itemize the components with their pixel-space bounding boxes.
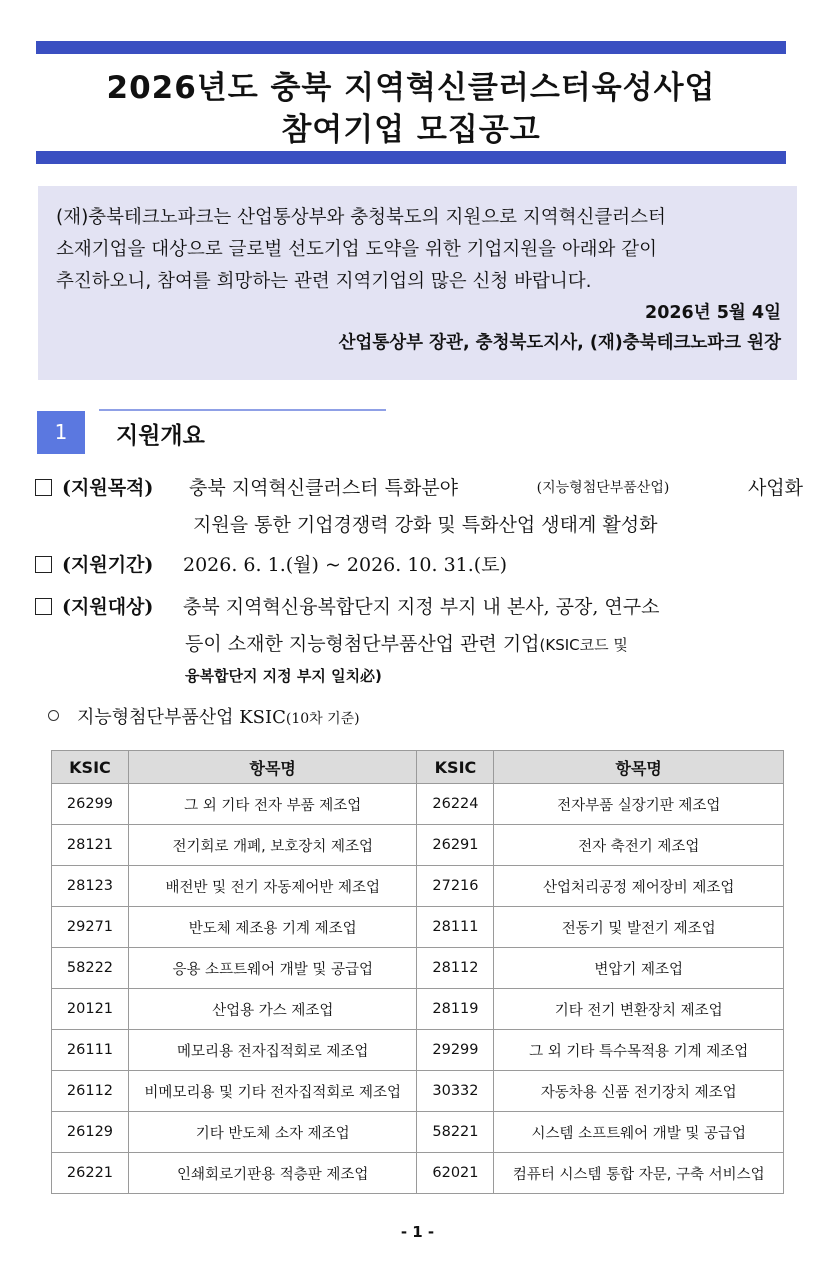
- ksic-code-cell: 28121: [52, 825, 129, 866]
- ksic-code-cell: 58222: [52, 948, 129, 989]
- announcement-signature: 산업통상부 장관, 충청북도지사, (재)충북테크노파크 원장: [338, 333, 781, 353]
- page-title-line2: 참여기업 모집공고: [281, 112, 541, 148]
- ksic-code-cell: 58221: [417, 1112, 494, 1153]
- ksic-code-cell: 62021: [417, 1153, 494, 1194]
- table-header-row: [52, 751, 784, 784]
- item-text: 충북 지역혁신클러스터 특화분야: [189, 477, 459, 499]
- support-period-text: 2026. 6. 1.(월) ~ 2026. 10. 31.(토): [183, 554, 507, 576]
- table-row: [52, 1030, 784, 1071]
- ksic-code-cell: 26112: [52, 1071, 129, 1112]
- subheading-text-small: (10차 기준): [285, 711, 360, 727]
- bottom-accent-bar: [36, 151, 786, 164]
- support-period-item: [35, 549, 153, 582]
- section-number-badge: 1: [37, 411, 85, 454]
- header-item-name: 항목명: [128, 751, 417, 784]
- item-name-cell: 전동기 및 발전기 제조업: [494, 907, 784, 948]
- item-text: 사업화: [747, 477, 803, 499]
- ksic-code-cell: 27216: [417, 866, 494, 907]
- ksic-code-cell: 28119: [417, 989, 494, 1030]
- intro-box: [38, 186, 797, 380]
- checkbox-square-icon: [35, 556, 52, 573]
- support-target-item: [35, 591, 153, 624]
- support-target-line1: 충북 지역혁신융복합단지 지정 부지 내 본사, 공장, 연구소: [183, 596, 660, 618]
- item-name-cell: 기타 반도체 소자 제조업: [128, 1112, 417, 1153]
- top-accent-bar: [36, 41, 786, 54]
- item-name-cell: 자동차용 신품 전기장치 제조업: [494, 1071, 784, 1112]
- table-row: [52, 866, 784, 907]
- section-title: 지원개요: [116, 423, 205, 449]
- header-item-name: 항목명: [494, 751, 784, 784]
- item-name-cell: 비메모리용 및 기타 전자집적회로 제조업: [128, 1071, 417, 1112]
- item-name-cell: 응용 소프트웨어 개발 및 공급업: [128, 948, 417, 989]
- circle-bullet-icon: [48, 710, 59, 721]
- support-purpose-item: [35, 472, 153, 505]
- support-target-line2: [185, 628, 628, 662]
- ksic-code-cell: 29271: [52, 907, 129, 948]
- ksic-code-cell: 26111: [52, 1030, 129, 1071]
- support-purpose-line2: 지원을 통한 기업경쟁력 강화 및 특화산업 생태계 활성화: [193, 514, 658, 536]
- checkbox-square-icon: [35, 479, 52, 496]
- ksic-code-cell: 26129: [52, 1112, 129, 1153]
- item-name-cell: 배전반 및 전기 자동제어반 제조업: [128, 866, 417, 907]
- page-number: - 1 -: [400, 1223, 435, 1241]
- page-title-line1: 2026년도 충북 지역혁신클러스터육성사업: [106, 70, 716, 106]
- intro-line: 추진하오니, 참여를 희망하는 관련 지역기업의 많은 신청 바랍니다.: [56, 271, 592, 292]
- item-name-cell: 메모리용 전자집적회로 제조업: [128, 1030, 417, 1071]
- ksic-code-cell: 20121: [52, 989, 129, 1030]
- item-text: 등이 소재한 지능형첨단부품산업 관련 기업: [185, 633, 540, 655]
- section-underline: [99, 409, 386, 411]
- support-purpose-line1: [189, 472, 803, 505]
- support-target-line3: 융복합단지 지정 부지 일치必): [185, 667, 382, 685]
- ksic-code-cell: 28111: [417, 907, 494, 948]
- intro-line: (재)충북테크노파크는 산업통상부와 충청북도의 지원으로 지역혁신클러스터: [56, 207, 666, 228]
- subheading-text: 지능형첨단부품산업 KSIC: [77, 707, 286, 728]
- item-name-cell: 전자부품 실장기판 제조업: [494, 784, 784, 825]
- item-name-cell: 시스템 소프트웨어 개발 및 공급업: [494, 1112, 784, 1153]
- item-text-small: (지능형첨단부품산업): [536, 480, 670, 496]
- ksic-code-cell: 26291: [417, 825, 494, 866]
- table-row: [52, 907, 784, 948]
- item-text-small: (KSIC코드 및: [539, 636, 628, 654]
- header-ksic: KSIC: [52, 751, 129, 784]
- table-row: [52, 825, 784, 866]
- ksic-code-cell: 26299: [52, 784, 129, 825]
- announcement-date: 2026년 5월 4일: [645, 303, 781, 323]
- table-row: [52, 784, 784, 825]
- item-label: (지원목적): [62, 477, 154, 499]
- ksic-code-cell: 30332: [417, 1071, 494, 1112]
- table-row: [52, 948, 784, 989]
- item-name-cell: 기타 전기 변환장치 제조업: [494, 989, 784, 1030]
- item-name-cell: 컴퓨터 시스템 통합 자문, 구축 서비스업: [494, 1153, 784, 1194]
- intro-line: 소재기업을 대상으로 글로벌 선도기업 도약을 위한 기업지원을 아래와 같이: [56, 239, 658, 260]
- item-name-cell: 반도체 제조용 기계 제조업: [128, 907, 417, 948]
- item-name-cell: 전자 축전기 제조업: [494, 825, 784, 866]
- table-row: [52, 989, 784, 1030]
- intro-paragraph: [56, 202, 781, 298]
- ksic-code-cell: 28123: [52, 866, 129, 907]
- item-name-cell: 전기회로 개폐, 보호장치 제조업: [128, 825, 417, 866]
- item-label: (지원기간): [62, 554, 154, 576]
- ksic-subheading: [48, 703, 360, 729]
- item-name-cell: 산업용 가스 제조업: [128, 989, 417, 1030]
- item-name-cell: 그 외 기타 전자 부품 제조업: [128, 784, 417, 825]
- header-ksic: KSIC: [417, 751, 494, 784]
- ksic-code-cell: 29299: [417, 1030, 494, 1071]
- checkbox-square-icon: [35, 598, 52, 615]
- ksic-code-cell: 26224: [417, 784, 494, 825]
- table-row: [52, 1153, 784, 1194]
- item-name-cell: 그 외 기타 특수목적용 기계 제조업: [494, 1030, 784, 1071]
- ksic-table: [51, 750, 784, 1194]
- ksic-code-cell: 26221: [52, 1153, 129, 1194]
- table-row: [52, 1112, 784, 1153]
- item-name-cell: 인쇄회로기판용 적층판 제조업: [128, 1153, 417, 1194]
- table-row: [52, 1071, 784, 1112]
- item-label: (지원대상): [62, 596, 154, 618]
- item-name-cell: 변압기 제조업: [494, 948, 784, 989]
- item-name-cell: 산업처리공정 제어장비 제조업: [494, 866, 784, 907]
- ksic-code-cell: 28112: [417, 948, 494, 989]
